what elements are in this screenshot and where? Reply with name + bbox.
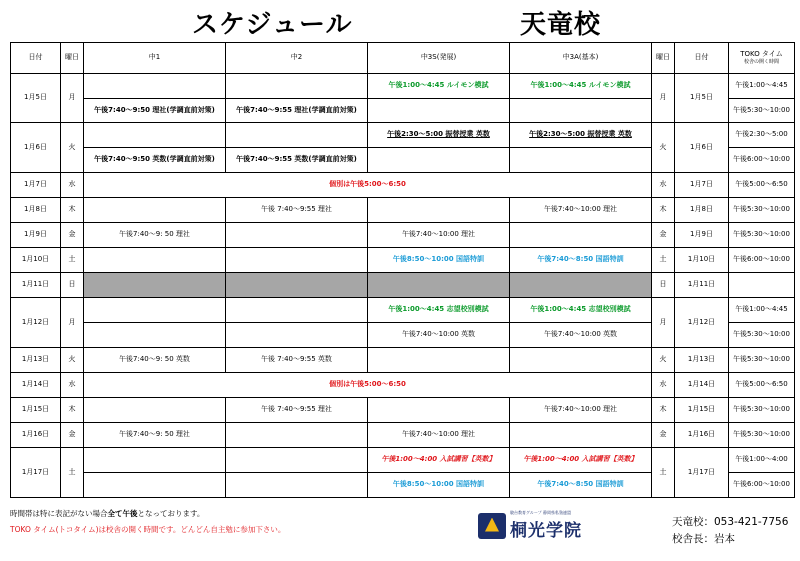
grade1-cell: 午後7:40～9:50 理社(学調直前対策): [84, 99, 226, 123]
grade1-cell: [84, 323, 226, 348]
grade1-cell: [84, 248, 226, 273]
school-logo: [478, 510, 582, 541]
toko-cell: 午後1:00～4:45: [729, 298, 795, 323]
toko-cell: 午後5:30～10:00: [729, 99, 795, 123]
grade3a-cell: 午後7:40～10:00 理社: [510, 198, 652, 223]
weekday-cell-right: 月: [652, 298, 675, 348]
weekday-cell-right: 木: [652, 198, 675, 223]
weekday-cell: 土: [61, 448, 84, 498]
toko-cell: 午後5:00～6:50: [729, 173, 795, 198]
weekday-cell-right: 火: [652, 123, 675, 173]
grade2-cell: [226, 223, 368, 248]
weekday-cell: 水: [61, 373, 84, 398]
time-note-bold: 全て午後: [107, 509, 138, 518]
header-weekday: 曜日: [61, 43, 84, 74]
date-cell-right: 1月10日: [675, 248, 729, 273]
grade2-cell: [226, 323, 368, 348]
date-cell-right: 1月13日: [675, 348, 729, 373]
toko-cell: 午後5:30～10:00: [729, 323, 795, 348]
grade3a-cell: 午後2:30～5:00 振替授業 英数: [510, 123, 652, 148]
schedule-table: [10, 42, 795, 498]
weekday-cell-right: 火: [652, 348, 675, 373]
header-grade2: 中2: [226, 43, 368, 74]
header-toko-sub: 校舎の開く時間: [743, 58, 779, 65]
weekday-cell-right: 金: [652, 223, 675, 248]
grade1-cell: [84, 473, 226, 498]
weekday-cell-right: 水: [652, 373, 675, 398]
weekday-cell: 木: [61, 398, 84, 423]
grade3s-cell: 午後1:00～4:45 志望校別模試: [368, 298, 510, 323]
date-cell: 1月14日: [11, 373, 61, 398]
grade2-cell: [226, 448, 368, 473]
date-cell: 1月12日: [11, 298, 61, 348]
header-row: [11, 43, 795, 74]
grade3a-cell: 午後7:40～8:50 国語特訓: [510, 248, 652, 273]
toko-cell: 午後5:30～10:00: [729, 398, 795, 423]
time-note: [10, 508, 204, 519]
date-cell: 1月11日: [11, 273, 61, 298]
time-note-post: となっております。: [137, 509, 205, 518]
logo-name: 桐光学院: [510, 521, 582, 541]
header-grade3s: 中3S(発展): [368, 43, 510, 74]
grade3s-cell: 午後8:50～10:00 国語特訓: [368, 248, 510, 273]
closed-day-cell: [368, 273, 510, 298]
table-row: [11, 248, 795, 273]
weekday-cell: 水: [61, 173, 84, 198]
weekday-cell-right: 土: [652, 248, 675, 273]
weekday-cell: 月: [61, 298, 84, 348]
date-cell-right: 1月7日: [675, 173, 729, 198]
grade3a-cell: 午後1:00～4:45 ルイモン模試: [510, 74, 652, 99]
grade2-cell: [226, 473, 368, 498]
toko-cell: 午後5:30～10:00: [729, 423, 795, 448]
header-grade1: 中1: [84, 43, 226, 74]
weekday-cell: 金: [61, 223, 84, 248]
toko-cell: 午後6:00～10:00: [729, 148, 795, 173]
toko-cell: [729, 273, 795, 298]
grade3s-cell: [368, 398, 510, 423]
grade3s-cell: 午後2:30～5:00 振替授業 英数: [368, 123, 510, 148]
grade1-cell: 午後7:40～9: 50 理社: [84, 223, 226, 248]
grade3a-cell: 午後7:40～8:50 国語特訓: [510, 473, 652, 498]
toko-cell: 午後5:30～10:00: [729, 348, 795, 373]
grade2-cell: [226, 74, 368, 99]
grade1-cell: [84, 298, 226, 323]
table-row: [11, 74, 795, 99]
grade1-cell: 午後7:40～9: 50 英数: [84, 348, 226, 373]
date-cell: 1月16日: [11, 423, 61, 448]
closed-day-cell: [226, 273, 368, 298]
table-row: [11, 448, 795, 473]
grade2-cell: [226, 298, 368, 323]
grade2-cell: [226, 123, 368, 148]
date-cell-right: 1月15日: [675, 398, 729, 423]
logo-text: [510, 510, 582, 541]
weekday-cell: 土: [61, 248, 84, 273]
date-cell-right: 1月11日: [675, 273, 729, 298]
school-name-title: 天竜校: [520, 10, 602, 40]
header-date: 日付: [11, 43, 61, 74]
grade3a-cell: 午後1:00～4:00 入試講習【英数】: [510, 448, 652, 473]
header-date-right: 日付: [675, 43, 729, 74]
grade3a-cell: 午後1:00～4:45 志望校別模試: [510, 298, 652, 323]
header-toko-label: TOKO タイム: [740, 49, 783, 58]
weekday-cell-right: 日: [652, 273, 675, 298]
grade3s-cell: [368, 348, 510, 373]
date-cell-right: 1月17日: [675, 448, 729, 498]
weekday-cell-right: 金: [652, 423, 675, 448]
grade3s-cell: 午後7:40～10:00 英数: [368, 323, 510, 348]
individual-lesson-cell: 個別は午後5:00～6:50: [84, 373, 652, 398]
toko-cell: 午後1:00～4:00: [729, 448, 795, 473]
table-row: [11, 398, 795, 423]
date-cell-right: 1月12日: [675, 298, 729, 348]
grade3s-cell: 午後1:00～4:00 入試講習【英数】: [368, 448, 510, 473]
table-row: [11, 298, 795, 323]
grade2-cell: [226, 248, 368, 273]
date-cell: 1月17日: [11, 448, 61, 498]
logo-subtitle: 駿台教育グループ 静岡県私塾連盟: [510, 510, 571, 515]
date-cell-right: 1月14日: [675, 373, 729, 398]
time-note-pre: 時間帯は特に表記がない場合: [10, 509, 108, 518]
closed-day-cell: [510, 273, 652, 298]
header-toko: [729, 43, 795, 74]
closed-day-cell: [84, 273, 226, 298]
table-row: [11, 373, 795, 398]
grade3a-cell: 午後7:40～10:00 理社: [510, 398, 652, 423]
weekday-cell: 火: [61, 123, 84, 173]
weekday-cell-right: 木: [652, 398, 675, 423]
date-cell-right: 1月16日: [675, 423, 729, 448]
page-title: スケジュール: [192, 10, 353, 40]
table-row: [11, 173, 795, 198]
toko-cell: 午後6:00～10:00: [729, 473, 795, 498]
grade3a-cell: [510, 99, 652, 123]
date-cell: 1月6日: [11, 123, 61, 173]
grade1-cell: [84, 448, 226, 473]
date-cell-right: 1月6日: [675, 123, 729, 173]
date-cell: 1月13日: [11, 348, 61, 373]
grade3s-cell: [368, 148, 510, 173]
grade1-cell: [84, 398, 226, 423]
grade3a-cell: [510, 223, 652, 248]
weekday-cell: 日: [61, 273, 84, 298]
toko-cell: 午後2:30～5:00: [729, 123, 795, 148]
grade2-cell: 午後 7:40～9:55 理社: [226, 398, 368, 423]
weekday-cell: 金: [61, 423, 84, 448]
date-cell: 1月9日: [11, 223, 61, 248]
date-cell: 1月8日: [11, 198, 61, 223]
grade2-cell: [226, 423, 368, 448]
date-cell-right: 1月9日: [675, 223, 729, 248]
grade3a-cell: [510, 148, 652, 173]
table-row: [11, 273, 795, 298]
grade3s-cell: 午後1:00～4:45 ルイモン模試: [368, 74, 510, 99]
date-cell: 1月15日: [11, 398, 61, 423]
table-row: [11, 223, 795, 248]
grade1-cell: [84, 123, 226, 148]
grade3s-cell: 午後7:40～10:00 理社: [368, 223, 510, 248]
grade1-cell: [84, 198, 226, 223]
grade1-cell: 午後7:40～9: 50 理社: [84, 423, 226, 448]
date-cell: 1月7日: [11, 173, 61, 198]
grade3s-cell: [368, 198, 510, 223]
toko-cell: 午後5:30～10:00: [729, 198, 795, 223]
weekday-cell-right: 水: [652, 173, 675, 198]
table-row: [11, 423, 795, 448]
grade1-cell: 午後7:40～9:50 英数(学調直前対策): [84, 148, 226, 173]
grade3a-cell: [510, 348, 652, 373]
grade3s-cell: 午後8:50～10:00 国語特訓: [368, 473, 510, 498]
date-cell-right: 1月8日: [675, 198, 729, 223]
date-cell: 1月5日: [11, 74, 61, 123]
header-grade3a: 中3A(基本): [510, 43, 652, 74]
contact-head: 校舎長：岩本: [672, 533, 735, 545]
weekday-cell-right: 土: [652, 448, 675, 498]
toko-cell: 午後5:00～6:50: [729, 373, 795, 398]
individual-lesson-cell: 個別は午後5:00～6:50: [84, 173, 652, 198]
weekday-cell: 火: [61, 348, 84, 373]
toko-cell: 午後5:30～10:00: [729, 223, 795, 248]
grade3s-cell: 午後7:40～10:00 理社: [368, 423, 510, 448]
toko-cell: 午後6:00～10:00: [729, 248, 795, 273]
weekday-cell-right: 月: [652, 74, 675, 123]
table-row: [11, 348, 795, 373]
toko-cell: 午後1:00～4:45: [729, 74, 795, 99]
grade2-cell: 午後 7:40～9:55 英数: [226, 348, 368, 373]
grade1-cell: [84, 74, 226, 99]
table-row: [11, 198, 795, 223]
weekday-cell: 月: [61, 74, 84, 123]
weekday-cell: 木: [61, 198, 84, 223]
pen-emblem-icon: [478, 513, 506, 539]
table-row: [11, 123, 795, 148]
grade3a-cell: [510, 423, 652, 448]
grade2-cell: 午後 7:40～9:55 理社: [226, 198, 368, 223]
grade3a-cell: 午後7:40～10:00 英数: [510, 323, 652, 348]
grade2-cell: 午後7:40～9:55 理社(学調直前対策): [226, 99, 368, 123]
toko-note: TOKO タイム(トコタイム)は校舎の開く時間です。どんどん自主勉に参加下さい。: [10, 525, 286, 534]
header-weekday-right: 曜日: [652, 43, 675, 74]
grade3s-cell: [368, 99, 510, 123]
date-cell: 1月10日: [11, 248, 61, 273]
grade2-cell: 午後7:40～9:55 英数(学調直前対策): [226, 148, 368, 173]
date-cell-right: 1月5日: [675, 74, 729, 123]
contact-phone: 天竜校：053-421-7756: [672, 516, 789, 528]
